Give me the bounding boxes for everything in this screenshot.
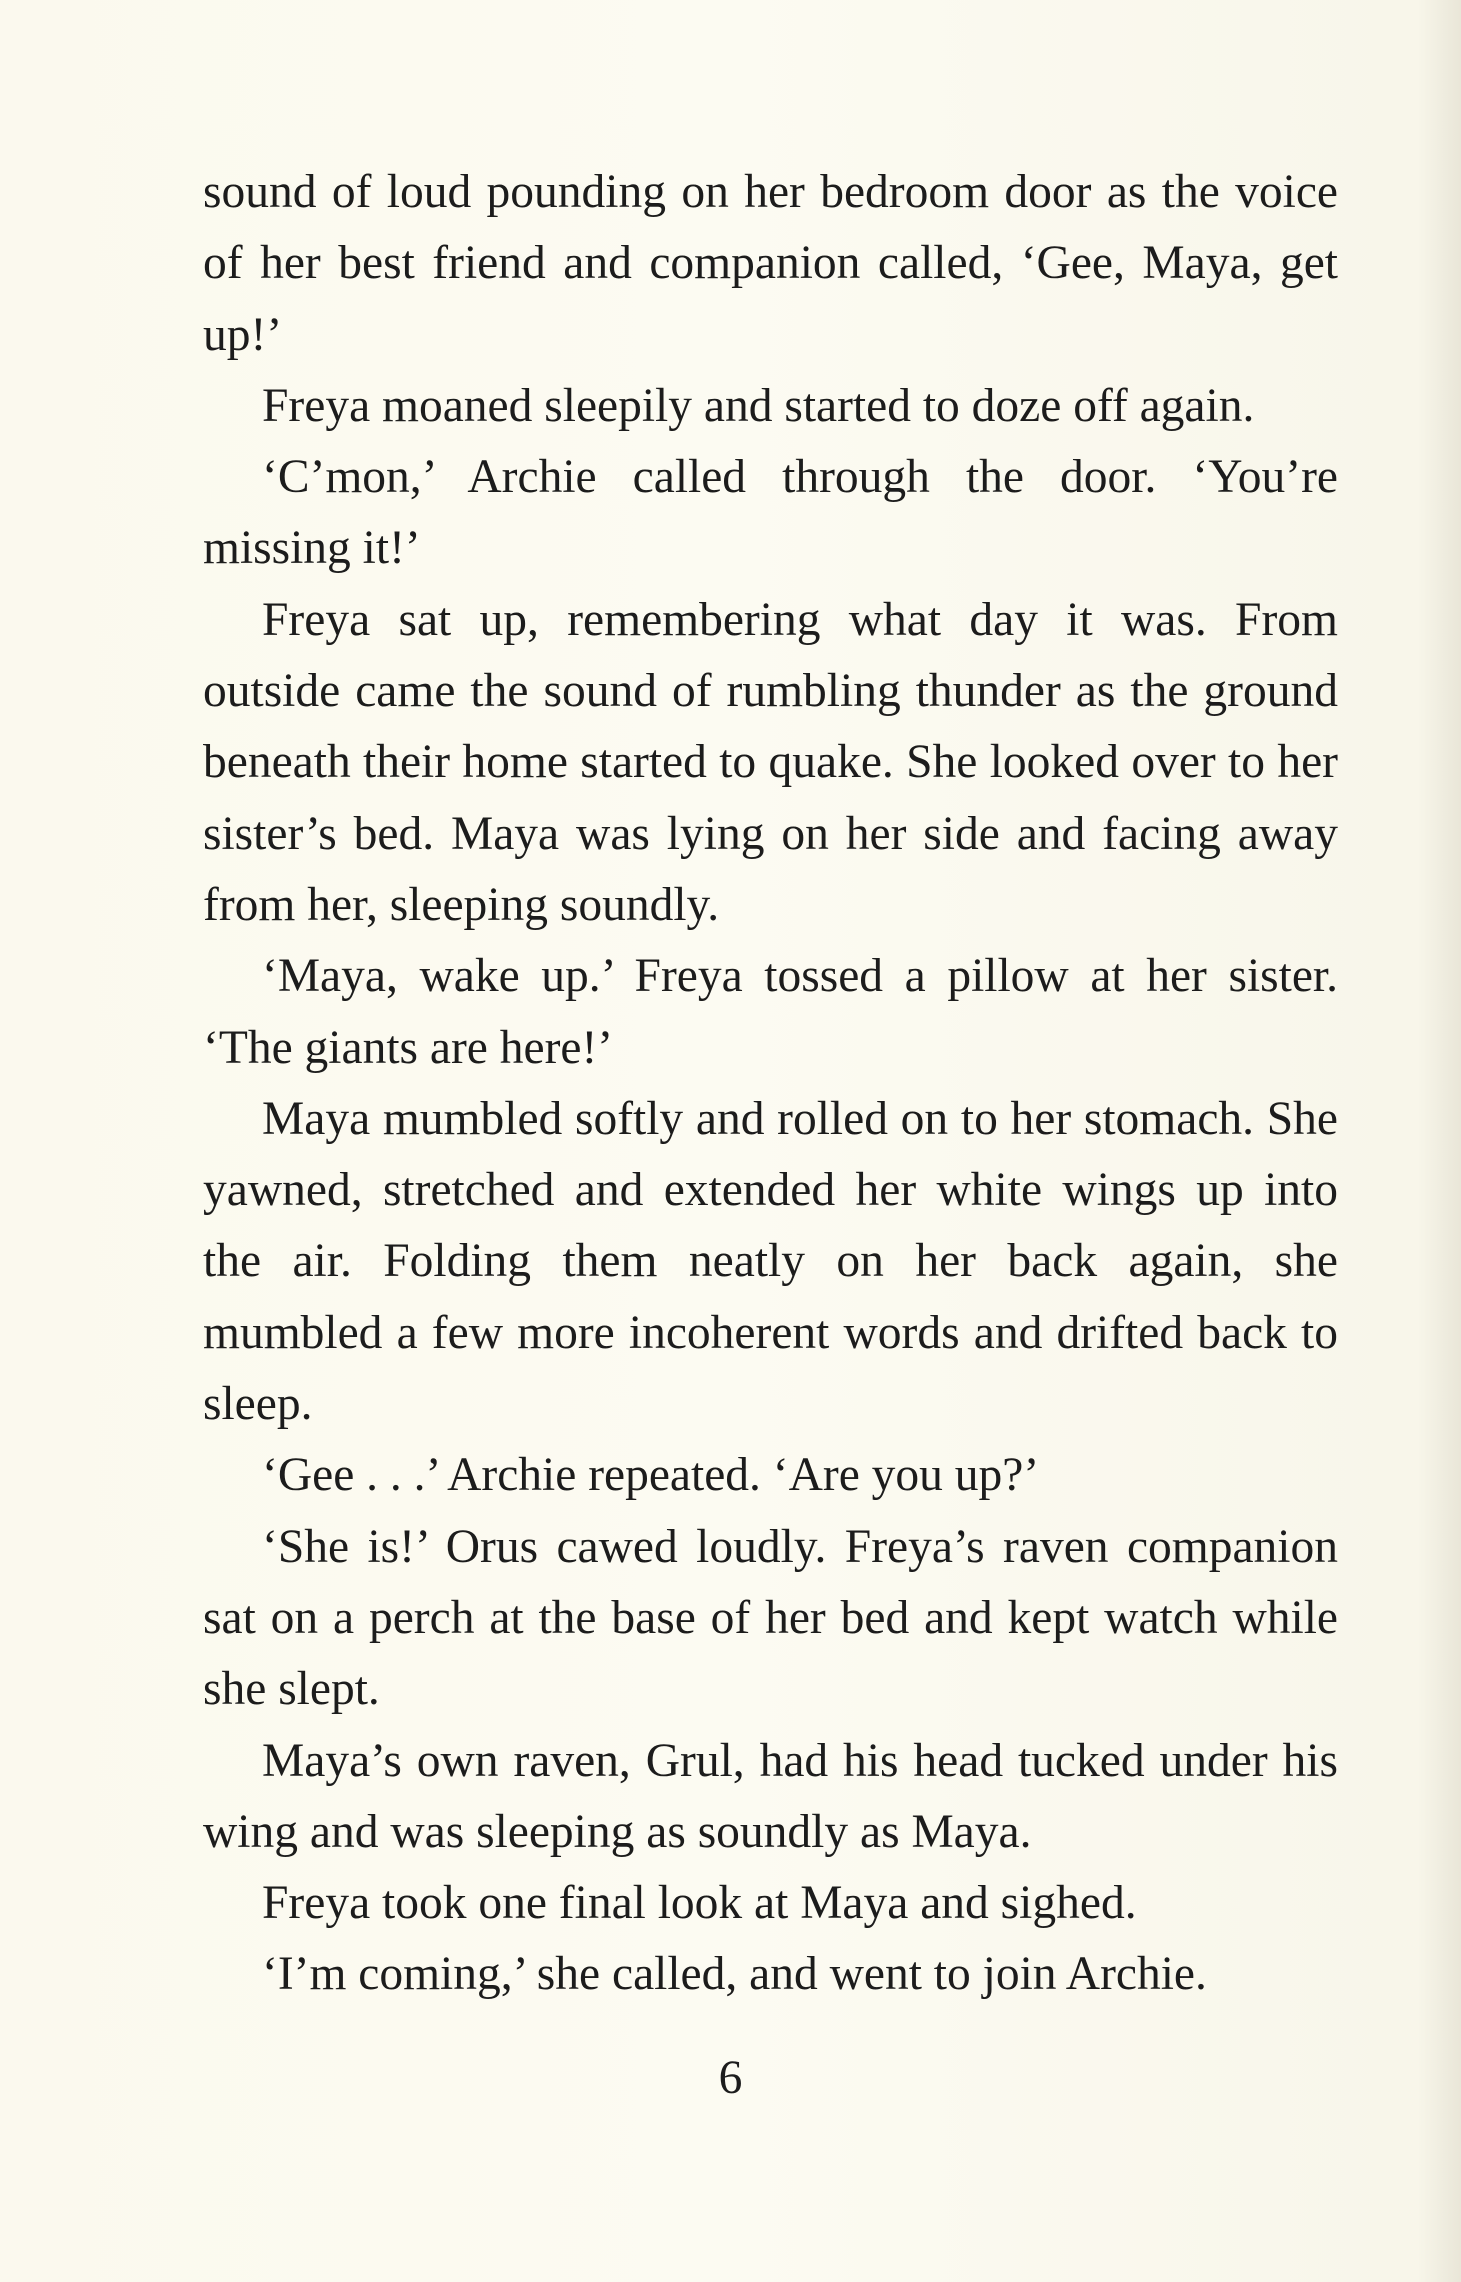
- paragraph: Freya sat up, remembering what day it was. From outside came the sound of rumbling thunder as the ground beneath their home started to quake. She looked over to her sister’s bed. Maya was lying on her side and facing away from her, sleeping soundly.: [203, 593, 1338, 931]
- paragraph: Maya’s own raven, Grul, had his head tucked under his wing and was sleeping as soundly as Maya.: [203, 1734, 1338, 1858]
- paragraph: Maya mumbled softly and rolled on to her stomach. She yawned, stretched and extended her white wings up into the air. Folding them neatly on her back again, she mumbled a few more incoherent words and drifted back to sleep.: [203, 1092, 1338, 1431]
- paragraph: ‘C’mon,’ Archie called through the door. ‘You’re missing it!’: [203, 451, 1338, 575]
- body-text: [203, 157, 1338, 2011]
- paragraph: Freya took one final look at Maya and sighed.: [262, 1877, 1137, 1930]
- paragraph-continuation: sound of loud pounding on her bedroom door as the voice of her best friend and companion called, ‘Gee, Maya, get up!’: [203, 166, 1338, 361]
- paragraph: ‘Maya, wake up.’ Freya tossed a pillow at her sister. ‘The giants are here!’: [203, 950, 1338, 1074]
- page-number: 6: [718, 2052, 743, 2104]
- paragraph: ‘I’m coming,’ she called, and went to join Archie.: [262, 1948, 1207, 2001]
- paragraph: ‘She is!’ Orus cawed loudly. Freya’s raven companion sat on a perch at the base of her bed and kept watch while she slept.: [203, 1520, 1338, 1716]
- paragraph: Freya moaned sleepily and started to doze off again.: [262, 379, 1255, 432]
- paragraph: ‘Gee . . .’ Archie repeated. ‘Are you up?’: [262, 1449, 1040, 1502]
